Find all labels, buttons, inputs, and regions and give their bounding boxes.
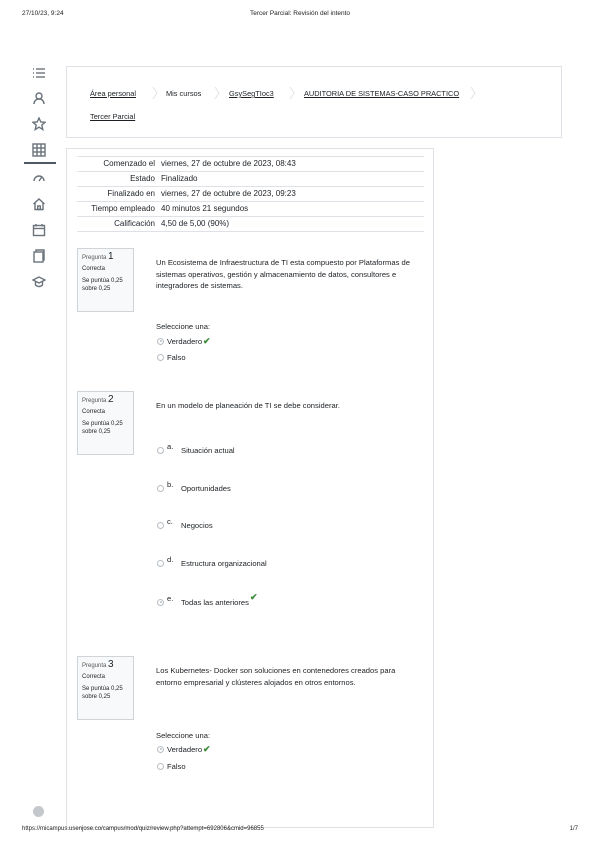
option-verdadero[interactable] [157,336,211,346]
option-letter: c. [167,517,173,526]
summary-row [77,187,424,202]
correct-check-icon: ✔ [203,336,211,346]
option-label: Falso [167,762,186,771]
summary-row [77,202,424,217]
option-falso[interactable] [157,762,186,772]
option-label: Falso [167,353,186,362]
option-letter: a. [167,442,174,451]
option-falso[interactable] [157,353,186,363]
option-a[interactable] [157,442,235,456]
breadcrumb-separator-icon [470,86,476,100]
option-label: Verdadero [167,337,203,346]
breadcrumb-item-section[interactable]: AUDITORIA DE SISTEMAS-CASO PRACTICO [304,89,460,98]
summary-label: Tiempo empleado [77,202,158,217]
option-label: Estructura organizacional [181,559,267,568]
radio[interactable] [157,485,164,492]
radio[interactable] [157,354,164,361]
radio[interactable] [157,522,164,529]
radio-selected[interactable] [157,338,164,345]
breadcrumb-item-course[interactable]: GsySegTIoc3 [229,89,274,98]
radio[interactable] [157,560,164,567]
option-e[interactable] [157,592,258,607]
question-info-3 [77,656,134,720]
breadcrumb [66,66,562,138]
option-label: Situación actual [181,446,235,455]
question-number [82,396,129,406]
question-grade: Se puntúa 0,25 sobre 0,25 [82,421,123,435]
question-label: Pregunta [82,398,107,404]
question-text: Los Kubernetes- Docker son soluciones en contenedores creados para entorno empresarial y clústeres alojados en otros entornos. [156,666,396,687]
option-label: Todas las anteriores [181,598,249,607]
question-grade: Se puntúa 0,25 sobre 0,25 [82,686,123,700]
correct-check-icon: ✔ [203,744,211,754]
summary-label: Calificación [77,217,158,232]
star-icon[interactable] [32,117,48,133]
summary-row [77,217,424,232]
question-text: Un Ecosistema de Infraestructura de TI esta compuesto por Plataformas de sistemas operativos, gestión y almacenamiento de datos, consultores e integradores de sistemas. [156,258,410,290]
option-verdadero[interactable] [157,744,211,754]
question-label: Pregunta [82,663,107,669]
option-label: Negocios [181,521,213,530]
print-date: 27/10/23, 9:24 [22,10,64,17]
breadcrumb-separator-icon [214,86,220,100]
summary-label: Finalizado en [77,187,158,202]
question-text: En un modelo de planeación de TI se debe considerar. [156,401,340,410]
courses-icon[interactable] [32,275,48,291]
question-grade: Se puntúa 0,25 sobre 0,25 [82,278,123,292]
dashboard-icon[interactable] [32,171,48,187]
question-number-value: 1 [108,251,114,262]
summary-label: Estado [77,172,158,187]
option-d[interactable] [157,555,267,569]
radio[interactable] [157,763,164,770]
option-c[interactable] [157,517,213,531]
summary-value: 4,50 de 5,00 (90%) [158,217,424,232]
option-letter: d. [167,555,174,564]
print-footer [22,826,578,836]
print-title: Tercer Parcial: Revisión del intento [249,10,351,17]
rail-divider [24,162,56,164]
breadcrumb-item-quiz[interactable]: Tercer Parcial [90,112,136,121]
question-number [82,253,129,263]
list-icon[interactable] [32,66,48,82]
select-prompt: Seleccione una: [156,731,211,740]
summary-label: Comenzado el [77,157,158,172]
print-header [22,10,578,20]
breadcrumb-item-area-personal[interactable]: Área personal [90,89,137,98]
question-info-2 [77,391,134,455]
option-label: Verdadero [167,745,203,754]
question-state: Correcta [82,673,106,680]
question-state: Correcta [82,408,106,415]
summary-value: Finalizado [158,172,424,187]
breadcrumb-item-mis-cursos[interactable]: Mis cursos [166,89,202,98]
select-prompt: Seleccione una: [156,322,211,331]
radio[interactable] [157,447,164,454]
question-info-1 [77,248,134,312]
question-label: Pregunta [82,255,107,261]
option-b[interactable] [157,480,231,494]
summary-row [77,172,424,187]
question-number-value: 3 [108,659,114,670]
radio-selected[interactable] [157,599,164,606]
grades-icon[interactable] [32,143,48,159]
option-label: Oportunidades [181,484,231,493]
print-page-number: 1/7 [569,826,578,832]
correct-check-icon: ✔ [249,592,258,602]
home-icon[interactable] [32,197,48,213]
question-state: Correcta [82,265,106,272]
calendar-icon[interactable] [32,223,48,239]
breadcrumb-separator-icon [152,86,158,100]
summary-value: viernes, 27 de octubre de 2023, 09:23 [158,187,424,202]
option-letter: b. [167,480,174,489]
option-letter: e. [167,594,174,603]
user-group-icon[interactable] [32,91,48,107]
summary-value: 40 minutos 21 segundos [158,202,424,217]
footer-help-icon[interactable] [33,806,44,817]
radio-selected[interactable] [157,746,164,753]
summary-row [77,157,424,172]
attempt-summary-table [77,156,424,232]
question-number [82,661,129,671]
summary-value: viernes, 27 de octubre de 2023, 08:43 [158,157,424,172]
print-url: https://micampus.usenjose.co/campus/mod/quiz/review.php?attempt=692806&cmid=96855 [22,826,264,832]
files-icon[interactable] [32,249,48,265]
question-number-value: 2 [108,394,114,405]
breadcrumb-separator-icon [289,86,295,100]
